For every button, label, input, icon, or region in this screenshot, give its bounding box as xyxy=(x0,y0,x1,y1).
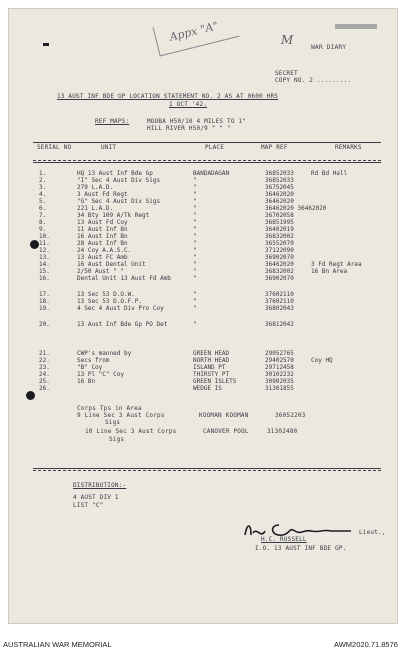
cell-serial: 26. xyxy=(39,385,50,392)
table-row xyxy=(9,321,399,329)
col-unit: UNIT xyxy=(101,144,117,151)
cell-serial: 4. xyxy=(39,191,47,198)
cell-serial: 17. xyxy=(39,291,50,298)
cell-ref: 36812042 xyxy=(265,321,294,328)
copy-number: COPY NO. 2 ......... xyxy=(275,77,352,84)
cell-place: WEDGE IS xyxy=(193,385,222,392)
cell-serial: 23. xyxy=(39,364,50,371)
cell-serial: 11. xyxy=(39,240,50,247)
cell-place: " xyxy=(193,212,197,219)
statement-title: 13 AUST INF BDE GP LOCATION STATEMENT NO. 2 AS AT 0600 HRS xyxy=(57,93,279,100)
cell-place: ISLAND PT xyxy=(193,364,226,371)
cell-place: " xyxy=(193,233,197,240)
cell-serial: 9. xyxy=(39,226,47,233)
cell-serial: 14. xyxy=(39,261,50,268)
cell-serial: 2. xyxy=(39,177,47,184)
cell-serial: 5. xyxy=(39,198,47,205)
cell-place: " xyxy=(193,177,197,184)
cell-serial: 3. xyxy=(39,184,47,191)
cell-unit: HQ 13 Aust Inf Bde Gp xyxy=(77,170,153,177)
cell-place: THIRSTY PT xyxy=(193,371,230,378)
cell-place: " xyxy=(193,305,197,312)
cell-unit: 28 Aust Inf Bn xyxy=(77,240,128,247)
cell-ref: 36902070 xyxy=(265,254,294,261)
initials-annotation: M xyxy=(281,33,294,47)
cell-serial: 1. xyxy=(39,170,47,177)
cell-place: " xyxy=(193,184,197,191)
footer-accession: AWM2020.71.8576 xyxy=(334,640,398,649)
cell-serial: 24. xyxy=(39,371,50,378)
cell-place: " xyxy=(193,254,197,261)
redaction-mark xyxy=(335,24,377,29)
table-row xyxy=(9,305,399,313)
cell-place: " xyxy=(193,247,197,254)
cell-place: " xyxy=(193,226,197,233)
cell-ref: 36462020 xyxy=(265,261,294,268)
cell-ref: 37602110 xyxy=(265,298,294,305)
ref-map-line-1: MOOBA H50/10 4 MILES TO 1" xyxy=(147,118,247,125)
cell-unit: Secs from xyxy=(77,357,110,364)
cell-ref: 36752045 xyxy=(265,184,294,191)
war-diary-annotation: WAR DIARY xyxy=(311,43,347,51)
corps-line-2-ref: 31302480 xyxy=(267,428,298,435)
corps-line-1-unit: 9 Line Sec 3 Aust Corps xyxy=(77,412,165,419)
archive-footer xyxy=(0,637,406,653)
cell-unit: 13 Aust Inf Bde Gp PO Det xyxy=(77,321,168,328)
cell-unit: 2/50 Aust " " xyxy=(77,268,124,275)
cell-place: GREEN ISLETS xyxy=(193,378,237,385)
table-header-dashes xyxy=(33,160,381,161)
distribution-heading: DISTRIBUTION:- xyxy=(73,482,127,489)
cell-place: " xyxy=(193,268,197,275)
cell-unit: 13 Sec 53 D.O.F.P. xyxy=(77,298,143,305)
cell-ref: 36851995 xyxy=(265,219,294,226)
cell-place: " xyxy=(193,198,197,205)
cell-ref: 36832002 xyxy=(265,233,294,240)
cell-unit: 221 L.A.D. xyxy=(77,205,114,212)
cell-unit: 13 Pl "C" Coy xyxy=(77,371,124,378)
cell-serial: 12. xyxy=(39,247,50,254)
statement-date: 1 OCT '42. xyxy=(169,101,208,108)
binder-hole-1 xyxy=(30,240,39,249)
table-header-rule xyxy=(33,162,381,163)
cell-remarks: Coy HQ xyxy=(311,357,333,364)
cell-unit: "B" Coy xyxy=(77,364,103,371)
cell-unit: 279 L.A.D. xyxy=(77,184,114,191)
cell-place: NORTH HEAD xyxy=(193,357,230,364)
cell-unit: "I" Sec 4 Aust Div Sigs xyxy=(77,177,161,184)
cell-serial: 20. xyxy=(39,321,50,328)
cell-ref: 29052765 xyxy=(265,350,294,357)
cell-serial: 13. xyxy=(39,254,50,261)
signature-lieut: Lieut., xyxy=(359,529,386,536)
corps-line-2-place: CANOVER POOL xyxy=(203,428,249,435)
table-bottom-rule xyxy=(33,468,381,469)
cell-serial: 8. xyxy=(39,219,47,226)
cell-place: " xyxy=(193,191,197,198)
cell-place: " xyxy=(193,321,197,328)
table-top-rule xyxy=(33,142,381,143)
cell-ref: 36852033 xyxy=(265,177,294,184)
cell-place: " xyxy=(193,298,197,305)
cell-place: BANDADAGAN xyxy=(193,170,230,177)
cell-remarks: Rd Bd Hall xyxy=(311,170,348,177)
cell-serial: 15. xyxy=(39,268,50,275)
corps-line-2-cont: Sigs xyxy=(109,436,125,443)
corner-mark xyxy=(43,43,49,46)
cell-ref: 36702058 xyxy=(265,212,294,219)
cell-serial: 6. xyxy=(39,205,47,212)
cell-unit: 4 Sec 4 Aust Div Pro Coy xyxy=(77,305,164,312)
cell-unit: 11 Aust Inf Bn xyxy=(77,226,128,233)
corps-line-2-unit: 10 Line Sec 3 Aust Corps xyxy=(85,428,177,435)
cell-ref: 30902035 xyxy=(265,378,294,385)
cell-place: " xyxy=(193,275,197,282)
cell-unit: CWP's manned by xyxy=(77,350,132,357)
cell-unit: "G" Sec 4 Aust Div Sigs xyxy=(77,198,161,205)
binder-hole-2 xyxy=(26,391,35,400)
cell-serial: 10. xyxy=(39,233,50,240)
cell-unit: 34 Bty 109 A/Tk Regt xyxy=(77,212,150,219)
cell-ref: 31301855 xyxy=(265,385,294,392)
appendix-annotation: Appx "A" xyxy=(168,19,220,44)
cell-remarks: 16 Bn Area xyxy=(311,268,348,275)
cell-ref: 36832002 xyxy=(265,268,294,275)
distribution-line-1: 4 AUST DIV 1 xyxy=(73,494,119,501)
cell-serial: 19. xyxy=(39,305,50,312)
col-map-ref: MAP REF xyxy=(261,144,288,151)
ref-map-line-2: HILL RIVER H50/9 " " " xyxy=(147,125,231,132)
col-remarks: REMARKS xyxy=(335,144,362,151)
footer-institution: AUSTRALIAN WAR MEMORIAL xyxy=(3,640,112,649)
corps-line-1-cont: Sigs xyxy=(105,419,121,426)
cell-place: " xyxy=(193,261,197,268)
cell-unit: 16 Aust Dental Unit xyxy=(77,261,146,268)
corps-heading: Corps Tps in Area xyxy=(77,405,142,412)
cell-place: " xyxy=(193,205,197,212)
cell-ref: 37602110 xyxy=(265,291,294,298)
col-place: PLACE xyxy=(205,144,225,151)
cell-ref: 29402570 xyxy=(265,357,294,364)
cell-ref: 37122090 xyxy=(265,247,294,254)
cell-remarks: 3 Fd Regt Area xyxy=(311,261,362,268)
cell-ref: 30102232 xyxy=(265,371,294,378)
cell-serial: 7. xyxy=(39,212,47,219)
cell-ref: 36902070 xyxy=(265,275,294,282)
table-row xyxy=(9,385,399,393)
table-bottom-dashes xyxy=(33,470,381,471)
cell-serial: 16. xyxy=(39,275,50,282)
corps-line-1-place: KOOMAN KOOMAN xyxy=(199,412,249,419)
cell-ref: 36462020 xyxy=(265,198,294,205)
cell-ref: 29712458 xyxy=(265,364,294,371)
col-serial: SERIAL NO xyxy=(37,144,72,151)
cell-place: " xyxy=(193,240,197,247)
corps-line-1-ref: 36052203 xyxy=(275,412,306,419)
cell-serial: 21. xyxy=(39,350,50,357)
cell-unit: 13 Aust FC Amb xyxy=(77,254,128,261)
cell-ref: 36402019 xyxy=(265,226,294,233)
cell-ref: 36802043 xyxy=(265,305,294,312)
cell-serial: 25. xyxy=(39,378,50,385)
signature-role: I.O. 13 AUST INF BDE GP. xyxy=(255,545,347,552)
secret-label: SECRET xyxy=(275,70,298,77)
signature-name: H.C. RUSSELL xyxy=(261,536,307,543)
cell-unit: 13 Aust Fd Coy xyxy=(77,219,128,226)
table-row xyxy=(9,275,399,283)
cell-place: " xyxy=(193,219,197,226)
cell-unit: 3 Aust Fd Regt xyxy=(77,191,128,198)
cell-place: " xyxy=(193,291,197,298)
appendix-box xyxy=(153,8,240,57)
cell-ref: 36552070 xyxy=(265,240,294,247)
cell-unit: Dental Unit 13 Aust Fd Amb xyxy=(77,275,171,282)
cell-ref: 36462020 36462020 xyxy=(265,205,327,212)
cell-place: GREEN HEAD xyxy=(193,350,230,357)
cell-ref: 36462020 xyxy=(265,191,294,198)
distribution-line-2: LIST "C" xyxy=(73,502,104,509)
cell-unit: 24 Coy A.A.S.C. xyxy=(77,247,132,254)
cell-unit: 16 Aust Inf Bn xyxy=(77,233,128,240)
document-page xyxy=(8,8,398,624)
cell-serial: 22. xyxy=(39,357,50,364)
cell-ref: 36852033 xyxy=(265,170,294,177)
ref-maps-label: REF MAPS: xyxy=(95,118,130,125)
cell-unit: 16 Bn xyxy=(77,378,96,385)
cell-serial: 18. xyxy=(39,298,50,305)
cell-unit: 13 Sec 53 D.O.W. xyxy=(77,291,135,298)
